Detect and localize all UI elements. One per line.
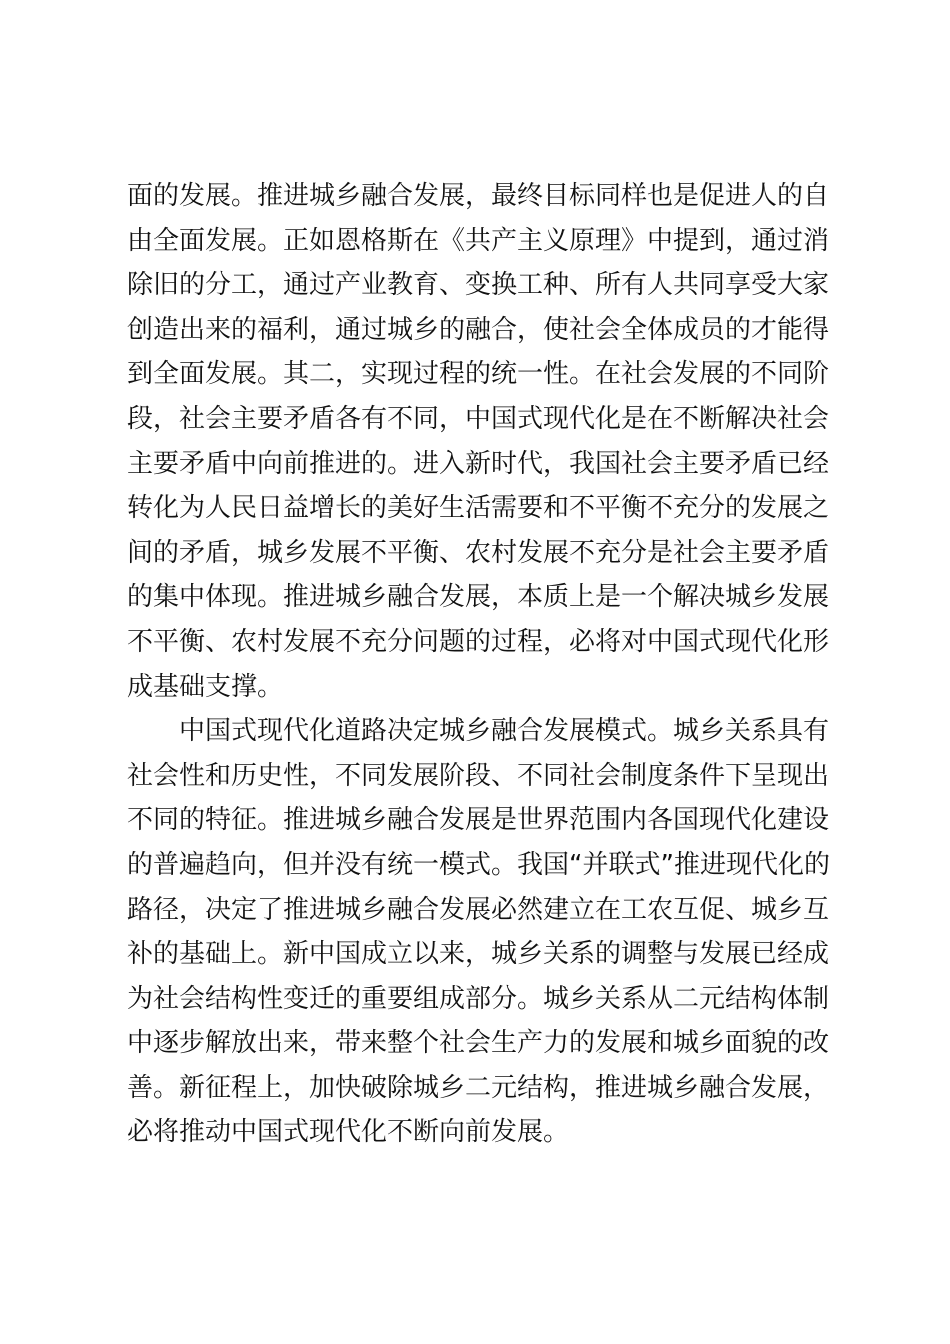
text-line: 创造出来的福利，通过城乡的融合，使社会全体成员的才能得 xyxy=(127,314,830,345)
paragraph-2 xyxy=(127,709,830,1155)
text-line: 段，社会主要矛盾各有不同，中国式现代化是在不断解决社会 xyxy=(127,403,830,434)
document-body xyxy=(127,174,830,1155)
text-line: 到全面发展。其二，实现过程的统一性。在社会发展的不同阶 xyxy=(127,359,830,390)
text-line: 必将推动中国式现代化不断向前发展。 xyxy=(127,1117,570,1148)
text-line: 不平衡、农村发展不充分问题的过程，必将对中国式现代化形 xyxy=(127,626,830,657)
text-line: 由全面发展。正如恩格斯在《共产主义原理》中提到，通过消 xyxy=(127,225,830,256)
text-line: 间的矛盾，城乡发展不平衡、农村发展不充分是社会主要矛盾 xyxy=(127,537,830,568)
text-line: 为社会结构性变迁的重要组成部分。城乡关系从二元结构体制 xyxy=(127,983,830,1014)
text-line: 成基础支撑。 xyxy=(127,671,284,702)
paragraph-1 xyxy=(127,174,830,709)
text-line: 补的基础上。新中国成立以来，城乡关系的调整与发展已经成 xyxy=(127,939,830,970)
text-line: 的集中体现。推进城乡融合发展，本质上是一个解决城乡发展 xyxy=(127,582,830,613)
text-line: 面的发展。推进城乡融合发展，最终目标同样也是促进人的自 xyxy=(127,181,830,211)
text-line: 的普遍趋向，但并没有统一模式。我国“并联式”推进现代化的 xyxy=(127,849,830,880)
text-line: 转化为人民日益增长的美好生活需要和不平衡不充分的发展之 xyxy=(127,493,830,524)
text-line: 除旧的分工，通过产业教育、变换工种、所有人共同享受大家 xyxy=(127,270,830,301)
text-line: 主要矛盾中向前推进的。进入新时代，我国社会主要矛盾已经 xyxy=(127,448,830,479)
text-line: 不同的特征。推进城乡融合发展是世界范围内各国现代化建设 xyxy=(127,805,830,836)
text-line: 中国式现代化道路决定城乡融合发展模式。城乡关系具有 xyxy=(179,716,830,747)
text-line: 中逐步解放出来，带来整个社会生产力的发展和城乡面貌的改 xyxy=(127,1028,830,1059)
text-line: 善。新征程上，加快破除城乡二元结构，推进城乡融合发展， xyxy=(127,1072,830,1103)
text-line: 社会性和历史性，不同发展阶段、不同社会制度条件下呈现出 xyxy=(127,760,830,791)
text-line: 路径，决定了推进城乡融合发展必然建立在工农互促、城乡互 xyxy=(127,894,830,925)
